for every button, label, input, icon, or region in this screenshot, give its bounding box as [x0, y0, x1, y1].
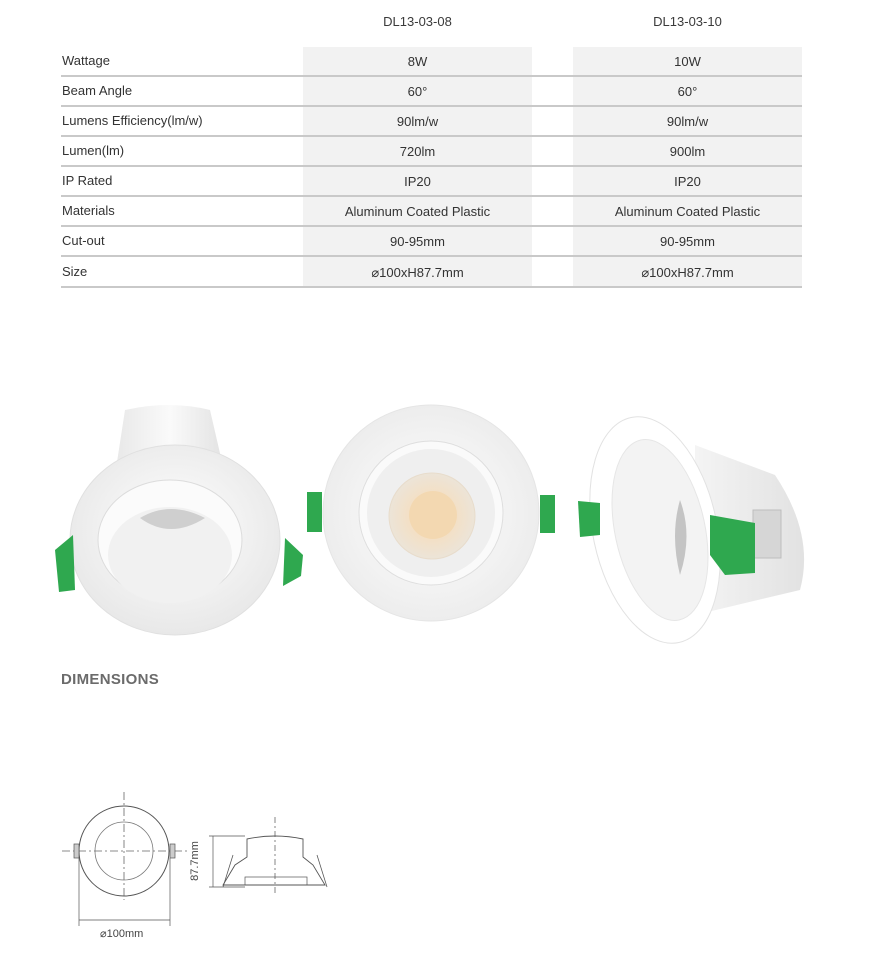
spec-value-1: 60° — [407, 84, 428, 99]
dimensions-title: DIMENSIONS — [61, 671, 160, 688]
spec-value-2: 90lm/w — [666, 114, 709, 129]
model-header-1: DL13-03-08 — [383, 14, 452, 29]
spring-clip-left — [55, 535, 75, 592]
spec-label: Beam Angle — [62, 83, 133, 98]
spring-clip-left — [578, 501, 600, 537]
spec-value-1: ⌀100xH87.7mm — [371, 265, 464, 280]
spec-label: IP Rated — [62, 173, 113, 188]
spec-label: Cut-out — [62, 233, 105, 248]
spec-value-2: IP20 — [674, 174, 701, 189]
row-divider — [61, 286, 802, 288]
spec-row-size — [61, 258, 802, 288]
spec-row-lumen — [61, 137, 802, 167]
diameter-label: ⌀100mm — [100, 928, 144, 940]
spec-row-cut-out — [61, 227, 802, 257]
spec-value-1: 8W — [407, 54, 428, 69]
dimension-drawing-side — [205, 815, 330, 895]
spec-label: Wattage — [62, 53, 110, 68]
product-photo-side — [575, 405, 820, 650]
spec-value-2: 900lm — [669, 144, 706, 159]
height-label: 87.7mm — [188, 841, 201, 881]
spring-clip-left — [307, 492, 322, 532]
spec-value-2: Aluminum Coated Plastic — [614, 204, 761, 219]
spec-label: Size — [62, 264, 88, 279]
spec-row-beam-angle — [61, 77, 802, 107]
spec-row-wattage — [61, 47, 802, 77]
spec-row-lumens-efficiency — [61, 107, 802, 137]
spec-value-2: ⌀100xH87.7mm — [641, 265, 734, 280]
spring-clip-right — [540, 495, 555, 533]
spec-label: Lumens Efficiency(lm/w) — [62, 113, 203, 128]
product-photo-tilted — [45, 400, 310, 645]
spec-value-1: 720lm — [399, 144, 436, 159]
spec-row-ip-rated — [61, 167, 802, 197]
model-header-2: DL13-03-10 — [653, 14, 722, 29]
spec-value-2: 10W — [674, 54, 701, 69]
spec-label: Lumen(lm) — [62, 143, 125, 158]
dimension-drawing-front — [60, 790, 190, 930]
spec-value-1: 90lm/w — [396, 114, 439, 129]
spec-value-1: Aluminum Coated Plastic — [344, 204, 491, 219]
product-photo-front — [300, 400, 565, 630]
spec-label: Materials — [62, 203, 115, 218]
spec-value-1: 90-95mm — [390, 234, 445, 249]
spec-value-2: 90-95mm — [660, 234, 715, 249]
spec-value-1: IP20 — [404, 174, 431, 189]
spec-row-materials — [61, 197, 802, 227]
row-divider — [61, 255, 802, 257]
spec-value-2: 60° — [677, 84, 698, 99]
